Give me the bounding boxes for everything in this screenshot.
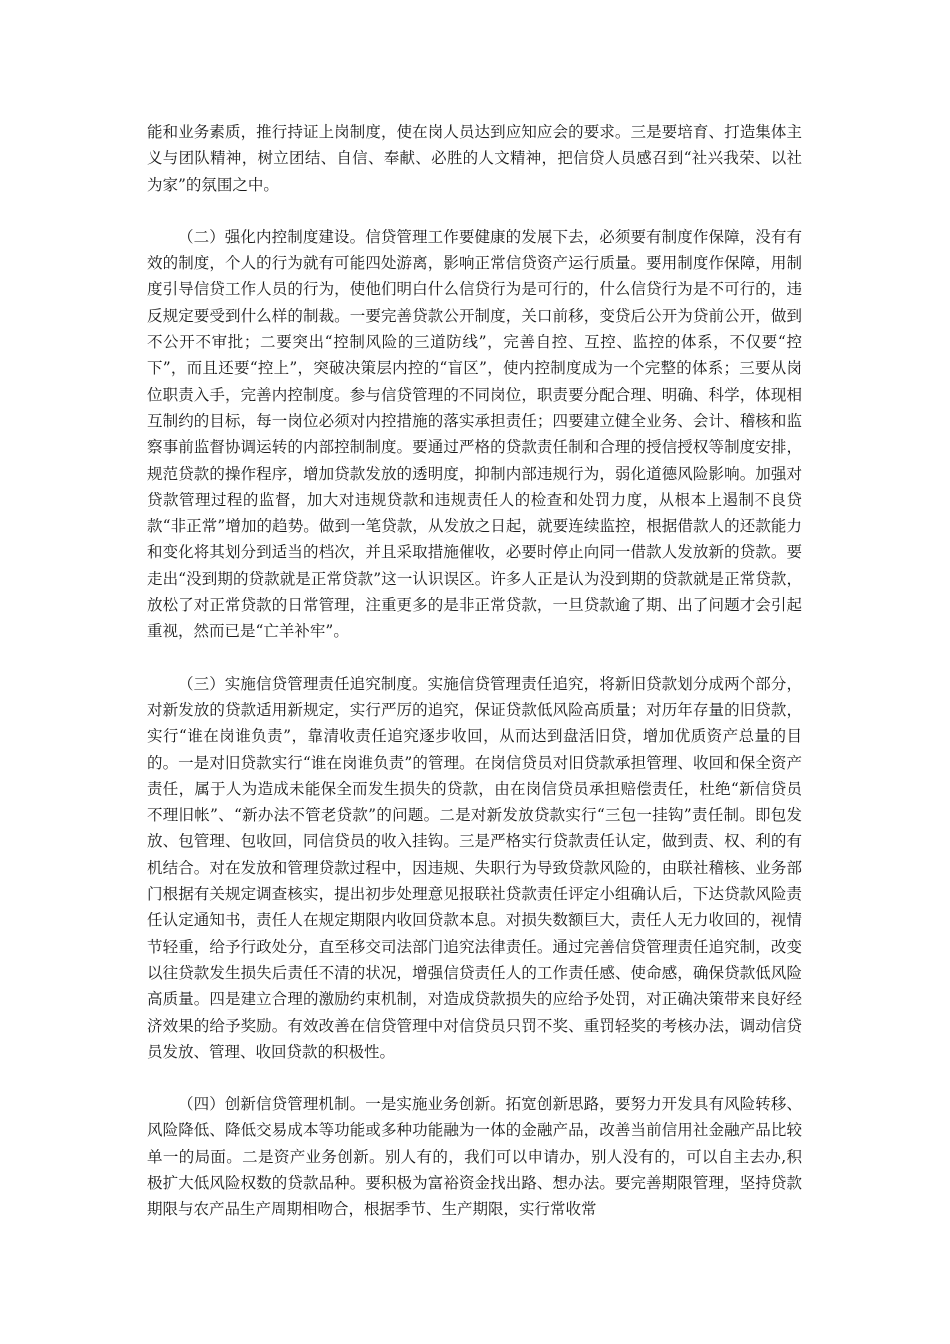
paragraph-accountability: （三）实施信贷管理责任追究制度。实施信贷管理责任追究，将新旧贷款划分成两个部分，对新发放的贷款适用新规定，实行严厉的追究，保证贷款低风险高质量；对历年存量的旧贷款，实行“谁在岗谁负责”，靠清收责任追究逐步收回，从而达到盘活旧贷，增加优质资产总量的目的。一是对旧贷款实行“谁在岗谁负责”的管理。在岗信贷员对旧贷款承担管理、收回和保全资产责任，属于人为造成未能保全而发生损失的贷款，由在岗信贷员承担赔偿责任，杜绝“新信贷员不理旧帐”、“新办法不管老贷款”的问题。二是对新发放贷款实行“三包一挂钩”责任制。即包发放、包管理、包收回，同信贷员的收入挂钩。三是严格实行贷款责任认定，做到责、权、利的有机结合。对在发放和管理贷款过程中，因违规、失职行为导致贷款风险的，由联社稽核、业务部门根据有关规定调查核实，提出初步处理意见报联社贷款责任评定小组确认后，下达贷款风险责任认定通知书，责任人在规定期限内收回贷款本息。对损失数额巨大，责任人无力收回的，视情节轻重，给予行政处分，直至移交司法部门追究法律责任。通过完善信贷管理责任追究制，改变以往贷款发生损失后责任不清的状况，增强信贷责任人的工作责任感、使命感，确保贷款低风险高质量。四是建立合理的激励约束机制，对造成贷款损失的应给予处罚，对正确决策带来良好经济效果的给予奖励。有效改善在信贷管理中对信贷员只罚不奖、重罚轻奖的考核办法，调动信贷员发放、管理、收回贷款的积极性。	[147, 674, 802, 1061]
document-body	[147, 119, 802, 1223]
paragraph-spacer	[147, 198, 802, 224]
paragraph-continuation: 能和业务素质，推行持证上岗制度，使在岗人员达到应知应会的要求。三是要培育、打造集体主义与团队精神，树立团结、自信、奉献、必胜的人文精神，把信贷人员感召到“社兴我荣、以社为家”的氛围之中。	[147, 123, 802, 194]
paragraph-internal-control: （二）强化内控制度建设。信贷管理工作要健康的发展下去，必须要有制度作保障，没有有效的制度，个人的行为就有可能四处游离，影响正常信贷资产运行质量。要用制度作保障，用制度引导信贷工作人员的行为，使他们明白什么信贷行为是可行的，什么信贷行为是不可行的，违反规定要受到什么样的制裁。一要完善贷款公开制度，关口前移，变贷后公开为贷前公开，做到不公开不审批；二要突出“控制风险的三道防线”，完善自控、互控、监控的体系，不仅要“控下”，而且还要“控上”，突破决策层内控的“盲区”，使内控制度成为一个完整的体系；三要从岗位职责入手，完善内控制度。参与信贷管理的不同岗位，职责要分配合理、明确、科学，体现相互制约的目标，每一岗位必须对内控措施的落实承担责任；四要建立健全业务、会计、稽核和监察事前监督协调运转的内部控制制度。要通过严格的贷款责任制和合理的授信授权等制度安排，规范贷款的操作程序，增加贷款发放的透明度，抑制内部违规行为，弱化道德风险影响。加强对贷款管理过程的监督，加大对违规贷款和违规责任人的检查和处罚力度，从根本上遏制不良贷款“非正常”增加的趋势。做到一笔贷款，从发放之日起，就要连续监控，根据借款人的还款能力和变化将其划分到适当的档次，并且采取措施催收，必要时停止向同一借款人发放新的贷款。要走出“没到期的贷款就是正常贷款”这一认识误区。许多人正是认为没到期的贷款就是正常贷款，放松了对正常贷款的日常管理，注重更多的是非正常贷款，一旦贷款逾了期、出了问题才会引起重视，然而已是“亡羊补牢”。	[147, 227, 802, 641]
paragraph-spacer	[147, 645, 802, 671]
paragraph-spacer	[147, 1065, 802, 1091]
paragraph-innovation: （四）创新信贷管理机制。一是实施业务创新。拓宽创新思路，要努力开发具有风险转移、风险降低、降低交易成本等功能或多种功能融为一体的金融产品，改善当前信用社金融产品比较单一的局面。二是资产业务创新。别人有的，我们可以申请办，别人没有的，可以自主去办,积极扩大低风险权数的贷款品种。要积极为富裕资金找出路、想办法。要完善期限管理，坚持贷款期限与农产品生产周期相吻合，根据季节、生产期限，实行常收常	[147, 1095, 802, 1219]
